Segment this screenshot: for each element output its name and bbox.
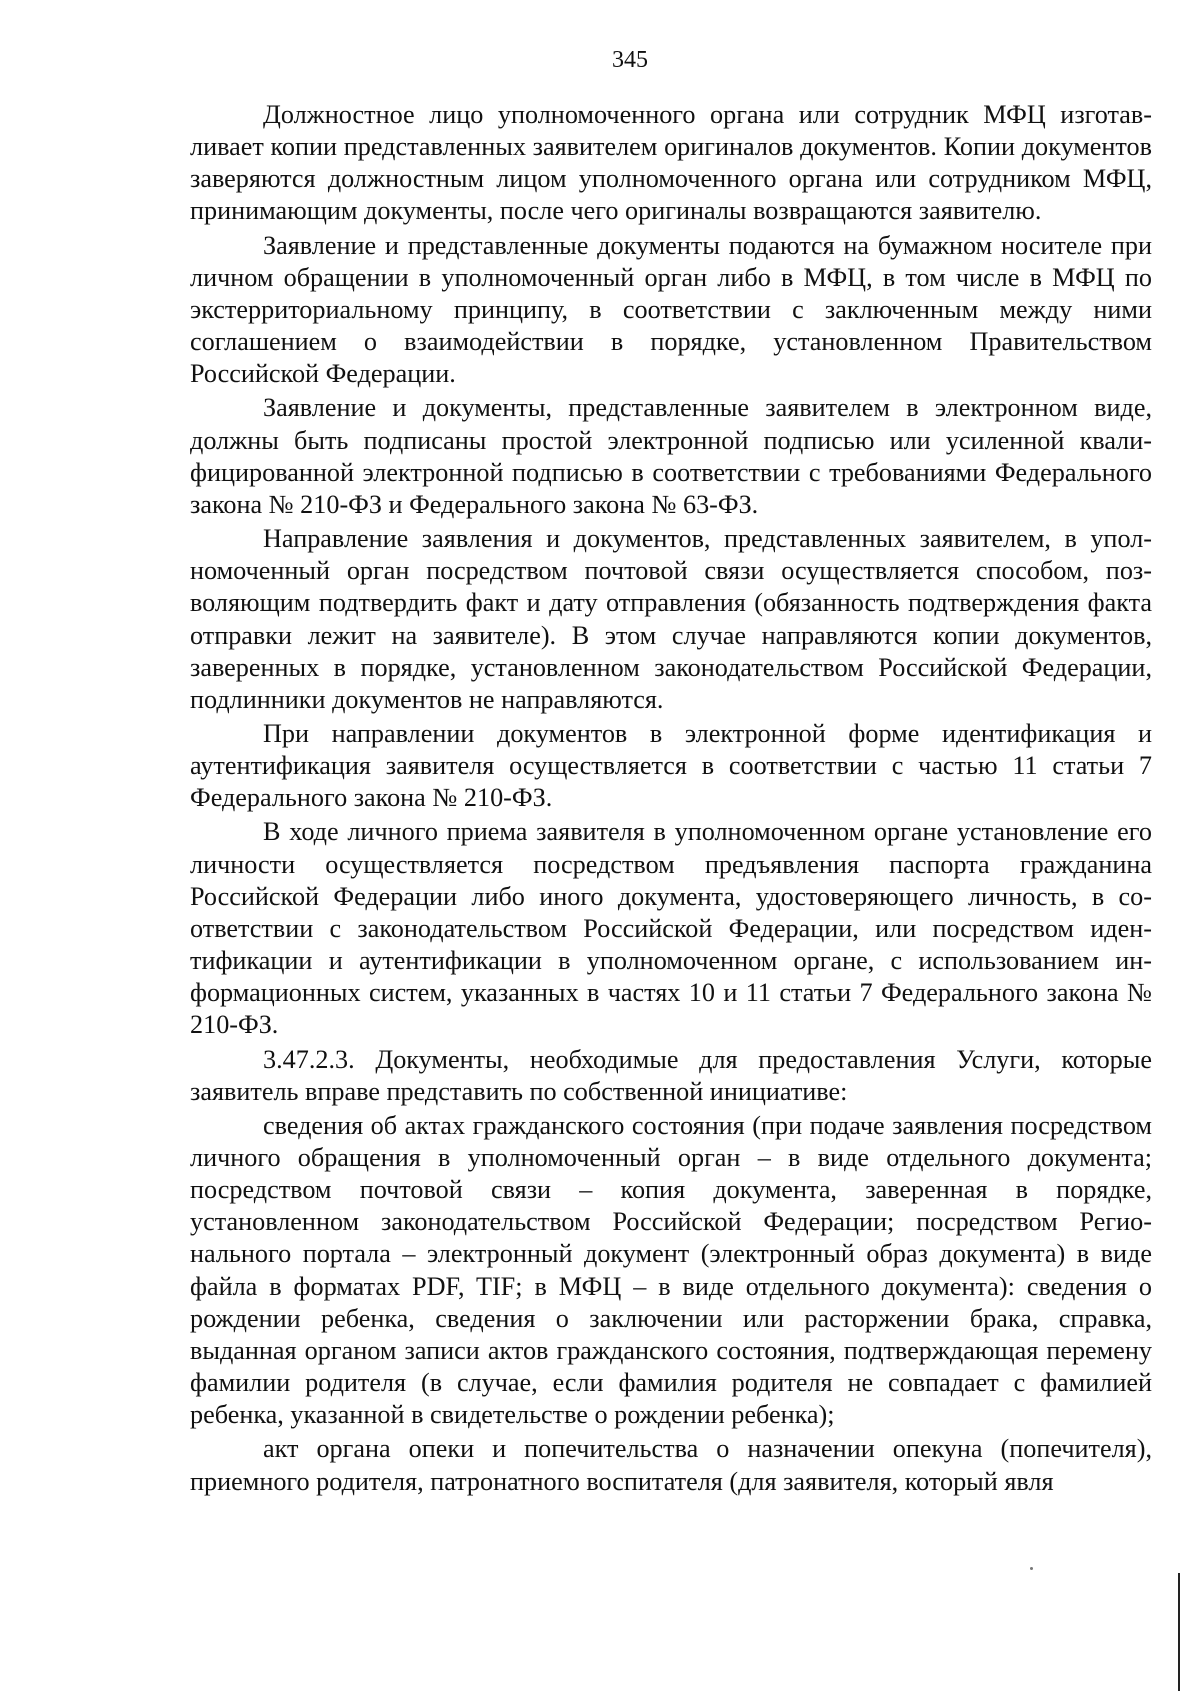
paragraph-paper-submission: Заявление и представленные документы подаются на бумажном носителе при личном обращении в уполномоченный орган либо в МФЦ, в том числе в МФЦ по экстерриториальному принципу, в соответствии с заключенным между ними соглашением о взаимодействии в порядке, установленном Правительством Российской Федерации.	[190, 230, 1152, 389]
document-body	[190, 99, 1152, 1500]
paragraph-section-3-47-2-3: 3.47.2.3. Документы, необходимые для предоставления Услуги, которые заявитель вправе представить по собственной инициативе:	[190, 1044, 1152, 1106]
paragraph-postal-submission: Направление заявления и документов, представленных заявителем, в уполномоченный орган посредством почтовой связи осуществляется способом, позволяющим подтвердить факт и дату отправления (обязанность подтверждения факта отправки лежит на заявителе). В этом случае направляются копии документов, заверенных в порядке, установленном законодательством Российской Федерации, подлинники документов не направляются.	[190, 524, 1152, 714]
paragraph-guardianship-act: акт органа опеки и попечительства о назначении опекуна (попечителя), приемного родителя, патронатного воспитателя (для заявителя, который явля	[190, 1434, 1152, 1496]
paragraph-copies-of-documents: Должностное лицо уполномоченного органа или сотрудник МФЦ изготавливает копии представленных заявителем оригиналов документов. Копии документов заверяются должностным лицом уполномоченного органа или сотрудником МФЦ, принимающим документы, после чего оригиналы возвращаются заявителю.	[190, 100, 1152, 226]
paragraph-civil-status-records: сведения об актах гражданского состояния (при подаче заявления посредством личного обращения в уполномоченный орган – в виде отдельного документа; посредством почтовой связи – копия документа, заверенная в порядке, установленном законодательством Российской Федерации; посредством Регионального портала – электронный документ (электронный образ документа) в виде файла в форматах PDF, TIF; в МФЦ – в виде отдельного документа): сведения о рождении ребенка, сведения о заключении или расторжении брака, справка, выданная органом записи актов гражданского состояния, подтверждающая перемену фамилии родителя (в случае, если фамилия родителя не совпадает с фамилией ребенка, указанной в свидетельстве о рождении ребенка);	[190, 1110, 1152, 1430]
paragraph-electronic-signature: Заявление и документы, представленные заявителем в электронном виде, должны быть подписаны простой электронной подписью или усиленной квалифицированной электронной подписью в соответствии с требованиями Федерального закона № 210-ФЗ и Федерального закона № 63-ФЗ.	[190, 393, 1152, 519]
paragraph-personal-identification: В ходе личного приема заявителя в уполномоченном органе установление его личности осуществляется посредством предъявления паспорта гражданина Российской Федерации либо иного документа, удостоверяющего личность, в соответствии с законодательством Российской Федерации, или посредством идентификации и аутентификации в уполномоченном органе, с использованием информационных систем, указанных в частях 10 и 11 статьи 7 Федерального закона № 210-ФЗ.	[190, 817, 1152, 1040]
page-number: 345	[612, 47, 648, 73]
scan-edge-line	[1178, 1573, 1180, 1691]
paragraph-electronic-identification: При направлении документов в электронной форме идентификация и аутентификация заявителя осуществляется в соответствии с частью 11 статьи 7 Федерального закона № 210-ФЗ.	[190, 718, 1152, 813]
scan-speck	[1030, 1567, 1033, 1570]
